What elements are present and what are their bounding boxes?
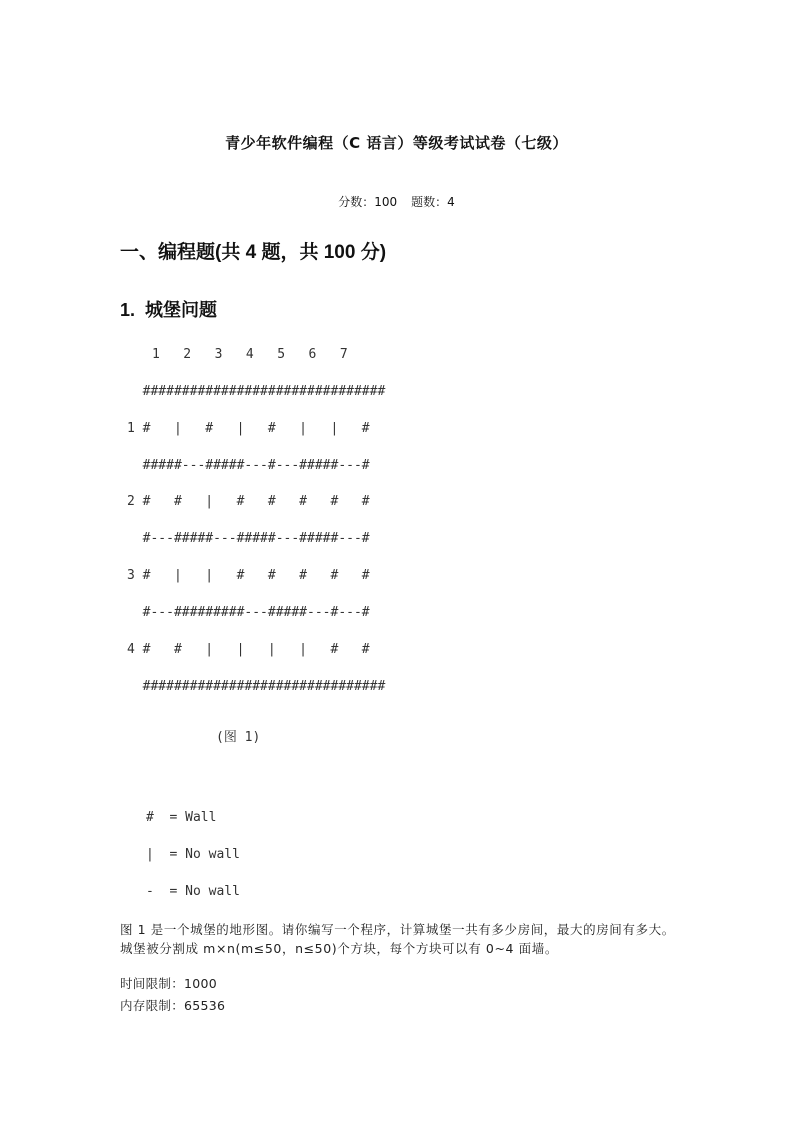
- problem-title: 城堡问题: [145, 300, 218, 320]
- column-numbers: 1 2 3 4 5 6 7: [152, 347, 348, 362]
- castle-map-line: ###############################: [127, 384, 386, 399]
- castle-map-line: ###############################: [127, 679, 386, 694]
- figure-caption: (图 1): [216, 730, 261, 745]
- castle-map-line: #---#########---#####---#---#: [127, 605, 370, 620]
- exam-meta: [0, 193, 793, 210]
- castle-map-line: 1 # | # | # | | #: [127, 421, 370, 436]
- problem-description: 图 1 是一个城堡的地形图。请你编写一个程序，计算城堡一共有多少房间，最大的房间有多大。城堡被分割成 m×n(m≤50，n≤50)个方块，每个方块可以有 0~4 面墙。: [120, 922, 675, 956]
- legend-wall: # = Wall: [146, 810, 217, 825]
- time-limit: 时间限制：1000: [120, 976, 218, 991]
- question-count-text: 题数：4: [411, 195, 455, 209]
- memory-limit: 内存限制：65536: [120, 998, 226, 1013]
- score-text: 分数：100: [338, 195, 398, 209]
- castle-map-line: 3 # | | # # # # #: [127, 568, 370, 583]
- castle-map-line: 4 # # | | | | # #: [127, 642, 370, 657]
- section-heading: 一、编程题(共 4 题，共 100 分): [120, 242, 387, 263]
- castle-map-line: #####---#####---#---#####---#: [127, 458, 370, 473]
- legend-no-wall-horizontal: - = No wall: [146, 884, 240, 899]
- legend-no-wall-vertical: | = No wall: [146, 847, 240, 862]
- problem-heading: [120, 296, 217, 322]
- castle-map-line: 2 # # | # # # # #: [127, 494, 370, 509]
- problem-number: 1.: [120, 300, 136, 320]
- castle-map-line: #---#####---#####---#####---#: [127, 531, 370, 546]
- exam-title: 青少年软件编程（C 语言）等级考试试卷（七级）: [225, 134, 568, 152]
